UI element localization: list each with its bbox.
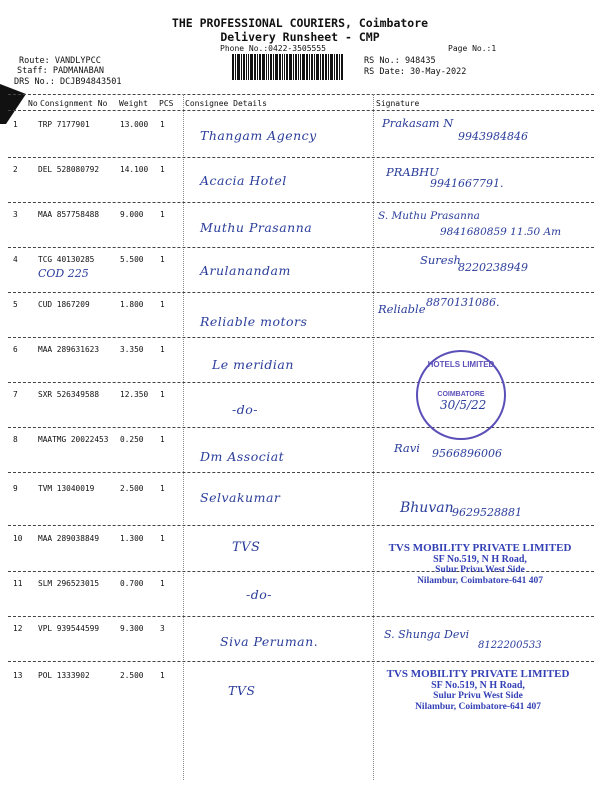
- tvs-company-stamp: [378, 669, 578, 713]
- consignment-number: VPL 939544599: [38, 624, 100, 633]
- consignee-handwriting: Reliable motors: [200, 314, 308, 329]
- pcs-value: 1: [160, 579, 165, 588]
- weight-value: 14.100: [120, 165, 149, 174]
- stamp-text: HOTELS LIMITED: [427, 360, 495, 369]
- stamp-line: SF No.519, N H Road,: [433, 554, 527, 565]
- row-number: 6: [13, 345, 18, 354]
- consignee-handwriting: TVS: [232, 540, 261, 555]
- tvs-company-stamp: [380, 543, 580, 587]
- consignee-handwriting: Arulanandam: [200, 263, 291, 278]
- consignee-handwriting: Dm Associat: [200, 449, 285, 464]
- consignment-number: TCG 40130285: [38, 255, 95, 264]
- stamp-line: Nilambur, Coimbatore-641 407: [415, 702, 541, 712]
- header-top-rule: [8, 94, 594, 95]
- signature-phone: 8870131086.: [426, 296, 500, 309]
- pcs-value: 1: [160, 210, 165, 219]
- consignee-handwriting: Muthu Prasanna: [200, 220, 313, 235]
- document-title: Delivery Runsheet - CMP: [220, 30, 380, 44]
- consignment-number: TRP 7177901: [38, 120, 90, 129]
- column-header-no: No: [28, 99, 38, 108]
- row-number: 13: [13, 671, 23, 680]
- column-header-consignee: Consignee Details: [185, 99, 267, 108]
- stamp-line: Sulur Privu West Side: [433, 691, 523, 701]
- weight-value: 9.000: [120, 210, 144, 219]
- pcs-value: 3: [160, 624, 165, 633]
- weight-value: 1.300: [120, 534, 144, 543]
- barcode-image: [232, 54, 350, 80]
- pcs-value: 1: [160, 120, 165, 129]
- cod-note: COD 225: [38, 267, 89, 280]
- row-number: 10: [13, 534, 23, 543]
- staff-label: Staff: PADMANABAN: [17, 66, 104, 76]
- weight-value: 2.500: [120, 484, 144, 493]
- consignee-handwriting: -do-: [232, 402, 258, 417]
- stamp-line: Sulur Privu West Side: [435, 565, 525, 575]
- pcs-value: 1: [160, 345, 165, 354]
- column-header-signature: Signature: [376, 99, 420, 108]
- table-row: [0, 616, 600, 668]
- row-number: 8: [13, 435, 18, 444]
- pcs-value: 1: [160, 300, 165, 309]
- page-number: Page No.:1: [448, 44, 497, 53]
- table-row: [0, 476, 600, 528]
- signature-date: 30/5/22: [440, 398, 487, 412]
- signature-handwriting: PRABHU: [386, 165, 439, 179]
- consignment-number: MAA 289631623: [38, 345, 100, 354]
- row-number: 5: [13, 300, 18, 309]
- consignment-number: CUD 1867209: [38, 300, 90, 309]
- stamp-line: SF No.519, N H Road,: [431, 680, 525, 691]
- signature-handwriting: S. Muthu Prasanna: [378, 210, 480, 222]
- consignee-handwriting: TVS: [228, 683, 256, 698]
- consignee-handwriting: Le meridian: [212, 357, 294, 372]
- signature-handwriting: Ravi: [394, 441, 420, 455]
- column-header-pcs: PCS: [159, 99, 174, 108]
- pcs-value: 1: [160, 671, 165, 680]
- stamp-line: Nilambur, Coimbatore-641 407: [417, 576, 543, 586]
- header-bottom-rule: [8, 110, 594, 111]
- row-number: 7: [13, 390, 18, 399]
- pcs-value: 1: [160, 255, 165, 264]
- consignee-handwriting: Siva Peruman.: [220, 634, 319, 649]
- weight-value: 3.350: [120, 345, 144, 354]
- signature-phone: 9841680859 11.50 Am: [440, 226, 562, 238]
- route-label: Route: VANDLYPCC: [19, 56, 101, 66]
- drs-number: DRS No.: DCJB94843501: [14, 77, 122, 87]
- consignee-handwriting: -do-: [246, 587, 272, 602]
- weight-value: 0.700: [120, 579, 144, 588]
- row-number: 9: [13, 484, 18, 493]
- row-divider: [8, 661, 594, 662]
- row-number: 11: [13, 579, 23, 588]
- row-number: 12: [13, 624, 23, 633]
- signature-handwriting: S. Shunga Devi: [384, 628, 470, 641]
- column-header-consignment: Consignment No: [40, 99, 108, 108]
- weight-value: 13.000: [120, 120, 149, 129]
- rs-number: RS No.: 948435: [364, 56, 436, 66]
- signature-handwriting: Reliable: [378, 302, 426, 316]
- signature-phone: 8122200533: [478, 640, 542, 651]
- rs-date: RS Date: 30-May-2022: [364, 67, 467, 77]
- consignee-handwriting: Acacia Hotel: [200, 173, 287, 188]
- signature-phone: 9941667791.: [430, 177, 504, 190]
- hotel-round-stamp: [416, 350, 506, 440]
- consignment-number: MAA 857758488: [38, 210, 100, 219]
- pcs-value: 1: [160, 484, 165, 493]
- signature-phone: 8220238949: [458, 261, 528, 274]
- company-name: THE PROFESSIONAL COURIERS, Coimbatore: [171, 16, 429, 30]
- stamp-subtext: COIMBATORE: [437, 391, 485, 398]
- signature-handwriting: Prakasam N: [382, 116, 454, 130]
- weight-value: 12.350: [120, 390, 149, 399]
- consignment-number: MAATMG 20022453: [38, 435, 109, 444]
- row-divider: [8, 472, 594, 473]
- signature-phone: 9629528881: [452, 506, 522, 519]
- consignment-number: SLM 296523015: [38, 579, 100, 588]
- weight-value: 1.800: [120, 300, 144, 309]
- stamp-line: TVS MOBILITY PRIVATE LIMITED: [388, 542, 572, 554]
- consignment-number: MAA 289038849: [38, 534, 100, 543]
- consignment-number: POL 1333902: [38, 671, 90, 680]
- consignment-number: SXR 526349588: [38, 390, 100, 399]
- signature-phone: 9943984846: [458, 130, 528, 143]
- pcs-value: 1: [160, 435, 165, 444]
- phone-number: Phone No.:0422-3505555: [220, 44, 326, 53]
- row-number: 3: [13, 210, 18, 219]
- weight-value: 9.300: [120, 624, 144, 633]
- row-number: 1: [13, 120, 18, 129]
- table-row: [0, 427, 600, 479]
- pcs-value: 1: [160, 390, 165, 399]
- consignment-number: DEL 528080792: [38, 165, 100, 174]
- column-header-weight: Weight: [119, 99, 148, 108]
- signature-handwriting: Suresh: [420, 253, 461, 267]
- weight-value: 0.250: [120, 435, 144, 444]
- weight-value: 5.500: [120, 255, 144, 264]
- stamp-line: TVS MOBILITY PRIVATE LIMITED: [386, 668, 570, 680]
- row-number: 4: [13, 255, 18, 264]
- consignment-number: TVM 13040019: [38, 484, 95, 493]
- consignee-handwriting: Thangam Agency: [200, 128, 317, 143]
- row-number: 2: [13, 165, 18, 174]
- pcs-value: 1: [160, 165, 165, 174]
- weight-value: 2.500: [120, 671, 144, 680]
- signature-phone: 9566896006: [432, 447, 502, 460]
- consignee-handwriting: Selvakumar: [200, 490, 281, 505]
- signature-handwriting: Bhuvan: [400, 500, 454, 516]
- pcs-value: 1: [160, 534, 165, 543]
